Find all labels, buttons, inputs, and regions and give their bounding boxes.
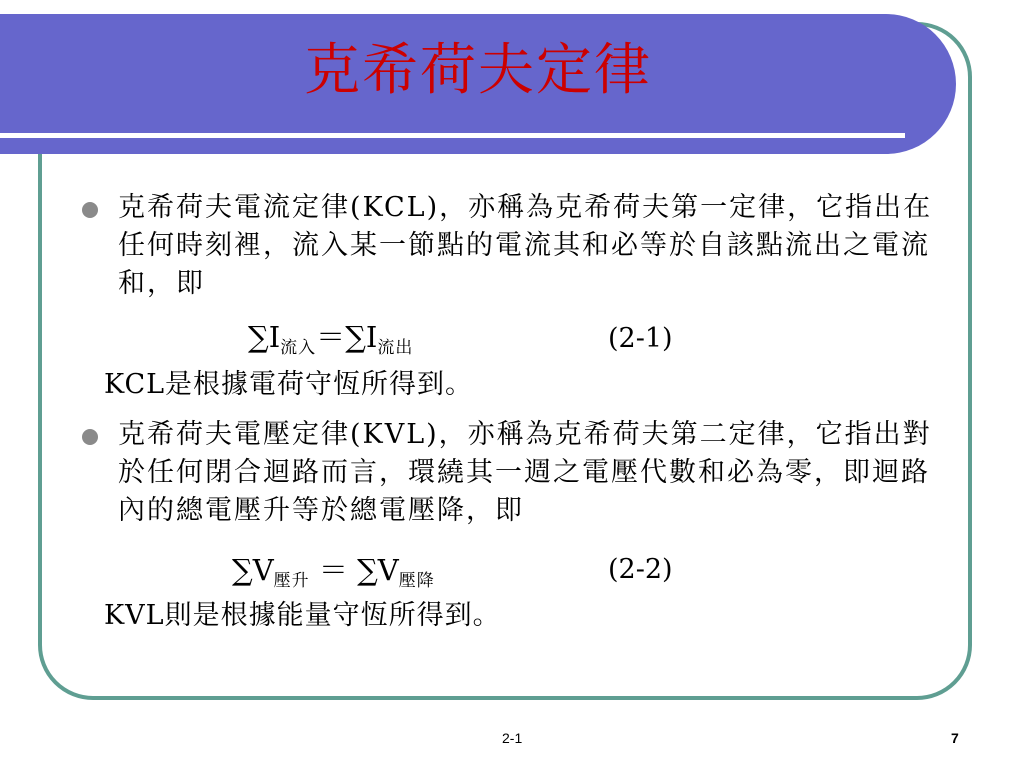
bullet-icon (82, 429, 98, 445)
formula-subscript: 壓升 (273, 571, 310, 591)
kcl-formula (248, 318, 413, 367)
kcl-note: KCL是根據電荷守恆所得到。 (104, 369, 474, 400)
equation-number: (2-2) (608, 554, 673, 585)
kvl-note: KVL則是根據能量守恆所得到。 (104, 600, 501, 631)
kvl-formula (232, 551, 435, 600)
formula-subscript: 流入 (280, 338, 317, 358)
summation-symbol: ∑ (357, 553, 378, 587)
summation-symbol: ∑ (345, 320, 366, 354)
kvl-paragraph: 克希荷夫電壓定律(KVL)，亦稱為克希荷夫第二定律，它指出對於任何閉合迴路而言，環繞其一週之電壓代數和必為零，即迴路內的總電壓升等於總電壓降，即 (118, 419, 932, 526)
equation-number: (2-1) (608, 323, 673, 354)
formula-equals: ＝ (316, 320, 346, 354)
kcl-paragraph: 克希荷夫電流定律(KCL)，亦稱為克希荷夫第一定律，它指出在任何時刻裡，流入某一節點的電流其和必等於自該點流出之電流和，即 (118, 192, 933, 299)
summation-symbol: ∑ (248, 320, 269, 354)
title-underline (0, 133, 905, 138)
page-number: 7 (951, 730, 959, 746)
bullet-icon (82, 202, 98, 218)
footer-section: 2-1 (502, 730, 523, 746)
summation-symbol: ∑ (232, 553, 253, 587)
formula-variable: I (268, 320, 281, 354)
formula-subscript: 壓降 (398, 571, 435, 591)
formula-equals: ＝ (309, 553, 358, 587)
formula-subscript: 流出 (377, 338, 414, 358)
formula-variable: I (365, 320, 378, 354)
slide-title: 克希荷夫定律 (304, 38, 652, 103)
formula-variable: V (252, 553, 274, 587)
formula-variable: V (377, 553, 399, 587)
